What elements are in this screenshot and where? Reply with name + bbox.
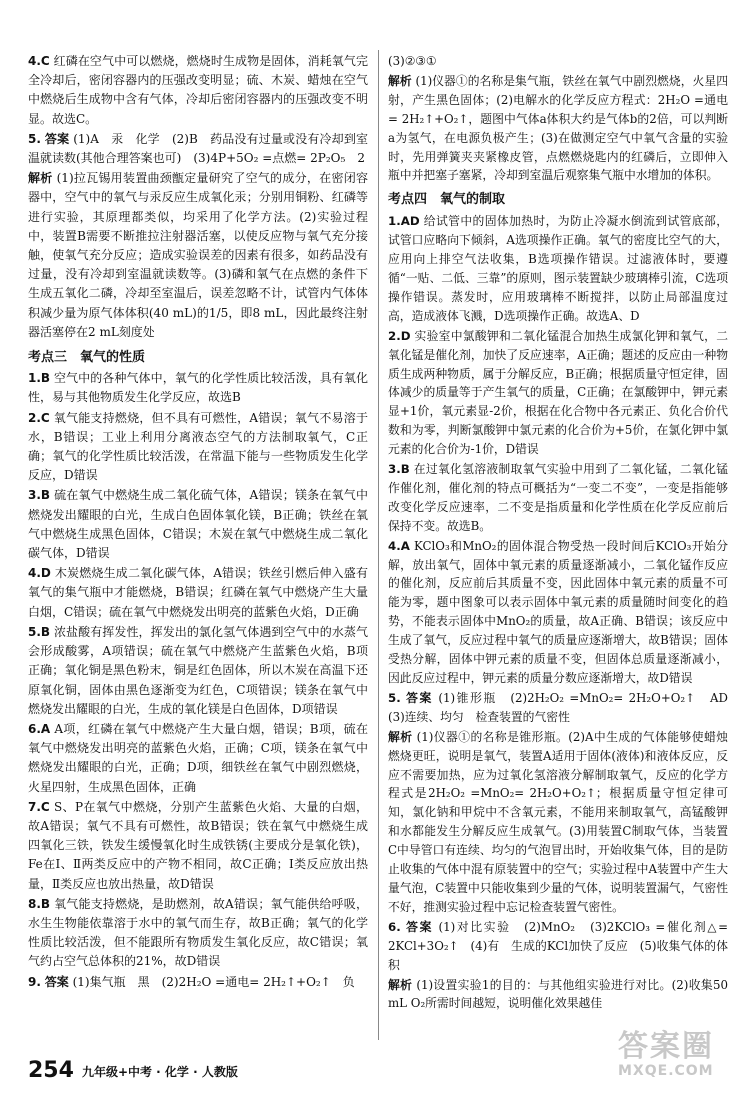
answer-text: KClO₃和MnO₂的固体混合物受热一段时间后KClO₃开始分解，放出氧气，固体中氧元素的质量逐渐减小，二氧化锰作反应的催化剂，反应前后其质量不变，因此固体中氧元素的质量不可能为零，题中图象可以表示固体中氧元素的质量随时间变化的趋势，不能表示固体中MnO₂的质量，故A正确、B错误；该反应中生成了氧气，反应过程中氧气的质量应逐渐增大，故B错误；固体受热分解，固体中钾元素的质量不变，但固体总质量逐渐减小，因此反应过程中，钾元素的质量分数应逐渐增大，故D错误: [388, 538, 728, 685]
question-number: 3.B: [28, 488, 51, 503]
question-number: 4.D: [28, 566, 51, 581]
section-heading: 考点三 氧气的性质: [28, 350, 146, 366]
watermark-url: MXQE.COM: [618, 1063, 714, 1079]
answer-text: 浓盐酸有挥发性，挥发出的氯化氢气体遇到空气中的水蒸气会形成酸雾，A项错误；硫在氧气中燃烧产生蓝紫色火焰，B项正确；氧化铜是黑色粉末，铜是红色固体，所以木炭在高温下还原氧化铜，固体由黑色逐渐变为红色，C项错误；镁条在氧气中燃烧发出耀眼的白光，生成的氧化镁是白色固体，D项错误: [28, 624, 368, 716]
answer-text: S、P在氧气中燃烧，分别产生蓝紫色火焰、大量的白烟，故A错误；氧气不具有可燃性，故B错误；铁在氧气中燃烧生成四氧化三铁，铁发生缓慢氧化时生成铁锈(主要成分是氧化铁)，Fe在Ⅰ、Ⅱ两类反应中的产物不相同，故C正确；Ⅰ类反应放出热量，Ⅱ类反应也放出热量，故D错误: [28, 799, 368, 891]
answer-paragraph: [28, 130, 368, 168]
answer-text: (1)拉瓦锡用装置曲颈甑定量研究了空气的成分，在密闭容器中，空气中的氧气与汞反应生成氧化汞；分别用铜粉、红磷等进行实验，其原理都类似，均采用了化学方法。(2)实验过程中，装置B需要不断推拉注射器活塞，以使反应物与氧气充分接触，使氧气充分反应；造成实验误差的因素有很多，如药品没有过量，没有冷却到室温就读数等。(3)磷和氧气在点燃的条件下生成五氧化二磷，冷却至室温后，误差忽略不计，试管内气体体积减少量为原气体体积(40 mL)的1/5，即8 mL，因此最终注射器活塞停在2 mL刻度处: [28, 171, 368, 339]
question-number: 4.C: [28, 54, 50, 68]
answer-paragraph: [28, 52, 368, 129]
answer-paragraph: [388, 976, 728, 1014]
answer-paragraph: [28, 895, 368, 972]
question-number: 5.: [28, 131, 41, 146]
answer-text: 空气中的各种气体中，氧气的化学性质比较活泼，具有氧化性，易与其他物质发生化学反应，故选B: [28, 371, 368, 405]
answer-text: (1)锥形瓶 (2)2H₂O₂ =MnO₂= 2H₂O+O₂↑ AD (3)连续、均匀 检查装置的气密性: [388, 690, 740, 724]
question-number: 4.A: [388, 538, 410, 553]
answer-text: 在过氧化氢溶液制取氧气实验中用到了二氧化锰，二氧化锰作催化剂，催化剂的特点可概括为“一变二不变”，一变是指能够改变化学反应速率，二不变是指质量和化学性质在化学反应前后保持不变。故选B。: [388, 462, 728, 533]
question-number: 9.: [28, 974, 41, 989]
answer-paragraph: [388, 212, 728, 325]
answer-paragraph: [28, 623, 368, 719]
answer-text: 硫在氧气中燃烧生成二氧化硫气体，A错误；镁条在氧气中燃烧发出耀眼的白光，生成白色固体氧化镁，B正确；铁丝在氧气中燃烧生成黑色固体，C错误；木炭在氧气中燃烧生成二氧化碳气体，D错误: [28, 488, 368, 561]
answer-text: 氧气能支持燃烧，但不具有可燃性，A错误；氧气不易溶于水，B错误；工业上利用分离液态空气的方法制取氧气，C正确；氧气的化学性质比较活泼，在常温下能与一些物质发生化学反应，D错误: [28, 410, 368, 483]
left-column: [28, 52, 368, 993]
answer-text: 给试管中的固体加热时，为防止冷凝水倒流到试管底部，试管口应略向下倾斜，A选项操作正确。氧气的密度比空气的大，应用向上排空气法收集，B选项操作错误。过滤液体时，要遵循“一贴、二低、三靠”的原则，图示装置缺少玻璃棒引流，C选项操作错误。蒸发时，应用玻璃棒不断搅拌，以防止局部温度过高，造成液体飞溅，D选项操作正确。故选A、D: [388, 214, 728, 323]
answer-text: (1)仪器①的名称是锥形瓶。(2)A中生成的气体能够使蜡烛燃烧更旺，说明是氧气，装置A适用于固体(液体)和液体反应，反应不需要加热，应为过氧化氢溶液分解制取氧气，反应的化学方程式是2H₂O₂ =MnO₂= 2H₂O+O₂↑；根据质量守恒定律可知，氯化钠和甲烷中不含氧元素，不能用来制取氧气，高锰酸钾和水都能发生分解反应生成氧气。(3)用装置C制取气体，当装置C中导管口有连续、均匀的气泡冒出时，开始收集气体，目的是防止收集的气体中混有原装置中的空气；实验过程中A装置中产生大量气泡，C装置中只能收集到少量的气体，说明装置漏气，气密性不好，推测实验过程中忘记检查装置气密性。: [388, 729, 728, 914]
answer-paragraph: [28, 564, 368, 622]
answer-paragraph: [388, 689, 740, 727]
question-number: 2.D: [388, 328, 411, 343]
watermark-logo: [618, 1031, 738, 1087]
answer-tag: 解析: [388, 977, 413, 992]
answer-paragraph: [28, 169, 368, 342]
answer-text: 实验室中氯酸钾和二氧化锰混合加热生成氯化钾和氧气，二氧化锰是催化剂，加快了反应速率，A正确；题述的反应由一种物质生成两种物质，属于分解反应，B正确；根据质量守恒定律，固体减少的质量等于产生氧气的质量，C正确；在氯酸钾中，钾元素显+1价，氧元素显-2价，根据在化合物中各元素正、负化合价代数和为零，判断氯酸钾中氯元素的化合价为+5价，在氯化钾中氯元素的化合价为-1价，D错误: [388, 328, 728, 457]
answer-tag: 解析: [388, 73, 412, 88]
answer-paragraph: [388, 460, 728, 536]
question-number: 7.C: [28, 799, 50, 814]
answer-paragraph: [388, 537, 728, 688]
answer-text: 氧气能支持燃烧，是助燃剂，故A错误；氧气能供给呼吸，水生生物能依靠溶于水中的氧气而生存，故B正确；氧气的化学性质比较活泼，但不能跟所有物质发生氧化反应，故C错误；氧气约占空气总体积的21%，故D错误: [28, 896, 368, 969]
answer-paragraph: [388, 728, 728, 917]
answer-tag: 答案: [44, 974, 69, 989]
answer-text: (1)集气瓶 黑 (2)2H₂O =通电= 2H₂↑+O₂↑ 负: [72, 974, 355, 989]
column-divider: [378, 50, 379, 1040]
answer-paragraph: [28, 973, 368, 992]
right-column: [388, 52, 740, 1014]
answer-text: (1)仪器①的名称是集气瓶，铁丝在氧气中剧烈燃烧，火星四射，产生黑色固体；(2)电解水的化学反应方程式：2H₂O =通电= 2H₂↑+O₂↑，题图中气体a体积大约是气体b的2倍，可以判断a为氢气，在电源负极产生；(3)在做测定空气中氧气含量的实验时，先用弹簧夹夹紧橡皮管，点燃燃烧匙内的红磷后，立即伸入瓶中并把塞子塞紧，冷却到室温后观察集气瓶中水增加的体积。: [388, 73, 728, 183]
answer-paragraph: [28, 798, 368, 894]
answer-tag: 答案: [406, 690, 433, 705]
question-number: 1.AD: [388, 214, 420, 229]
question-number: 6.: [388, 919, 401, 934]
answer-text: 木炭燃烧生成二氧化碳气体，A错误；铁丝引燃后伸入盛有氧气的集气瓶中才能燃烧，B错误；红磷在氧气中燃烧产生大量白烟，C错误；硫在氧气中燃烧发出明亮的蓝紫色火焰，D正确: [28, 566, 368, 619]
question-number: 5.: [388, 690, 401, 705]
answer-tag: 答案: [44, 131, 70, 146]
answer-paragraph: [388, 918, 728, 975]
answer-text: A项，红磷在氧气中燃烧产生大量白烟，错误；B项，硫在氧气中燃烧发出明亮的蓝紫色火焰，正确；C项，镁条在氧气中燃烧发出耀眼的白光，正确；D项，细铁丝在氧气中剧烈燃烧，火星四射，生成黑色固体，正确: [28, 721, 368, 794]
answer-text: (3)②③①: [388, 54, 437, 68]
answer-text: 红磷在空气中可以燃烧，燃烧时生成物是固体，消耗氧气完全冷却后，密闭容器内的压强改变明显；硫、木炭、蜡烛在空气中燃烧后生成物中含有气体，冷却后密闭容器内的压强改变不明显。故选C。: [28, 54, 368, 126]
answer-paragraph: [388, 72, 728, 185]
question-number: 5.B: [28, 624, 51, 639]
section-heading: 考点四 氧气的制取: [388, 192, 506, 208]
answer-text: (1)设置实验1的目的：与其他组实验进行对比。(2)收集50 mL O₂所需时间越短，说明催化效果越佳: [388, 977, 728, 1011]
answer-paragraph: [388, 52, 728, 71]
answer-paragraph: [28, 369, 368, 407]
watermark-text: 答案圈: [618, 1029, 714, 1064]
answer-paragraph: [28, 409, 368, 486]
answer-paragraph: [28, 720, 368, 797]
answer-tag: 答案: [406, 919, 434, 934]
page-footer: [28, 1049, 238, 1083]
page-number: 254: [28, 1058, 74, 1083]
answer-text: (1)对比实验 (2)MnO₂ (3)2KClO₃ =催化剂△= 2KCl+3O₂↑ (4)有 生成的KCl加快了反应 (5)收集气体的体积: [388, 919, 728, 972]
answer-text: (1)A 汞 化学 (2)B 药品没有过量或没有冷却到室温就读数(其他合理答案也可) (3)4P+5O₂ =点燃= 2P₂O₅ 2: [28, 131, 368, 166]
answer-paragraph: [388, 327, 728, 459]
question-number: 6.A: [28, 721, 51, 736]
question-number: 2.C: [28, 410, 50, 425]
question-number: 3.B: [388, 462, 410, 477]
question-number: 8.B: [28, 896, 51, 911]
answer-tag: 解析: [388, 729, 413, 744]
answer-tag: 解析: [28, 171, 53, 186]
question-number: 1.B: [28, 371, 51, 386]
book-title: 九年级+中考 · 化学 · 人教版: [81, 1065, 238, 1079]
answer-paragraph: [28, 486, 368, 563]
